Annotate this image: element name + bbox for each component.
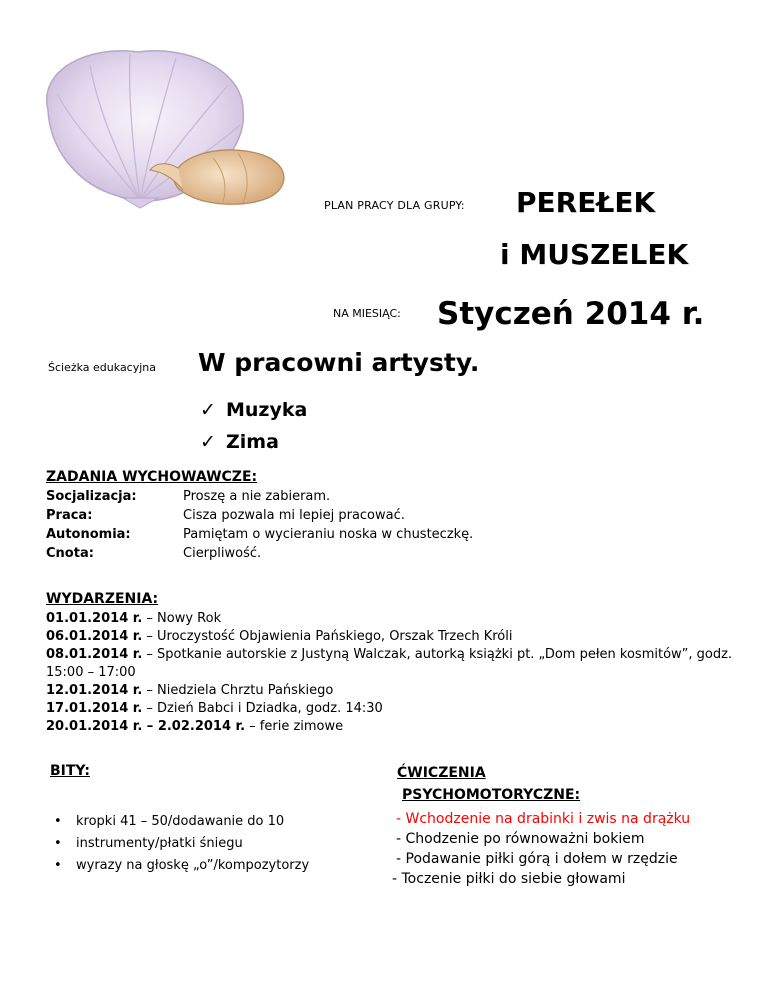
event-text: – Dzień Babci i Dziadka, godz. 14:30 [142,701,383,716]
list-item [50,855,309,877]
path-label: Ścieżka edukacyjna [48,361,157,374]
events-list [46,610,736,736]
group-name-line2: i MUSZELEK [500,238,689,271]
exercise-item: - Chodzenie po równoważni bokiem [396,831,645,847]
topic-item [200,394,307,426]
bity-list [50,811,309,877]
event-date: 06.01.2014 r. [46,629,143,644]
path-title: W pracowni artysty. [198,348,480,377]
list-item [46,628,736,646]
bity-text: wyrazy na głoskę „o”/kompozytorzy [76,858,310,873]
list-item [46,610,736,628]
event-date: 01.01.2014 r. [46,611,143,626]
tasks-table [46,489,473,565]
event-text: – Spotkanie autorskie z Justyną Walczak, autorką książki pt. „Dom pełen kosmitów”, godz. 15:00 – 17:00 [46,647,733,680]
task-value: Pamiętam o wycieraniu noska w chusteczkę. [183,527,474,542]
bullet-icon: • [54,858,62,873]
bity-text: instrumenty/płatki śniegu [76,836,243,851]
events-heading: WYDARZENIA: [46,591,159,607]
plan-prefix: PLAN PRACY DLA GRUPY: [324,199,465,212]
task-key: Socjalizacja: [46,489,137,504]
exercise-item: - Podawanie piłki górą i dołem w rzędzie [396,851,678,867]
topic-label: Zima [226,431,279,453]
task-key: Cnota: [46,546,94,561]
exercise-item-highlight: - Wchodzenie na drabinki i zwis na drążku [396,811,691,827]
topic-label: Muzyka [226,399,308,421]
event-date: 20.01.2014 r. – 2.02.2014 r. [46,719,246,734]
table-row [46,546,473,565]
bullet-icon: • [54,836,62,851]
event-date: 12.01.2014 r. [46,683,143,698]
event-date: 08.01.2014 r. [46,647,143,662]
list-item [50,833,309,855]
check-icon: ✓ [200,399,216,421]
topic-item [200,426,307,458]
list-item [50,811,309,833]
event-text: – ferie zimowe [245,719,344,734]
list-item [46,700,736,718]
task-key: Praca: [46,508,93,523]
task-value: Cisza pozwala mi lepiej pracować. [183,508,405,523]
check-icon: ✓ [200,431,216,453]
event-text: – Nowy Rok [142,611,222,626]
event-date: 17.01.2014 r. [46,701,143,716]
event-text: – Uroczystość Objawienia Pańskiego, Orszak Trzech Króli [142,629,513,644]
group-name-line1: PEREŁEK [516,186,656,219]
table-row [46,489,473,508]
exercise-item: - Toczenie piłki do siebie głowami [392,871,626,887]
task-value: Cierpliwość. [183,546,262,561]
task-value: Proszę a nie zabieram. [183,489,331,504]
exercises-heading-line1: ĆWICZENIA [397,765,486,781]
task-key: Autonomia: [46,527,131,542]
tasks-heading: ZADANIA WYCHOWAWCZE: [46,469,258,485]
exercises-heading-line2: PSYCHOMOTORYCZNE: [402,787,581,803]
bity-text: kropki 41 – 50/dodawanie do 10 [76,814,285,829]
list-item [46,646,736,682]
bity-heading: BITY: [50,763,90,779]
table-row [46,527,473,546]
month-title: Styczeń 2014 r. [437,296,705,332]
topics-list [200,394,307,458]
list-item [46,718,736,736]
bullet-icon: • [54,814,62,829]
event-text: – Niedziela Chrztu Pańskiego [142,683,334,698]
seashell-illustration [28,40,298,210]
month-prefix: NA MIESIĄC: [333,307,401,320]
list-item [46,682,736,700]
table-row [46,508,473,527]
